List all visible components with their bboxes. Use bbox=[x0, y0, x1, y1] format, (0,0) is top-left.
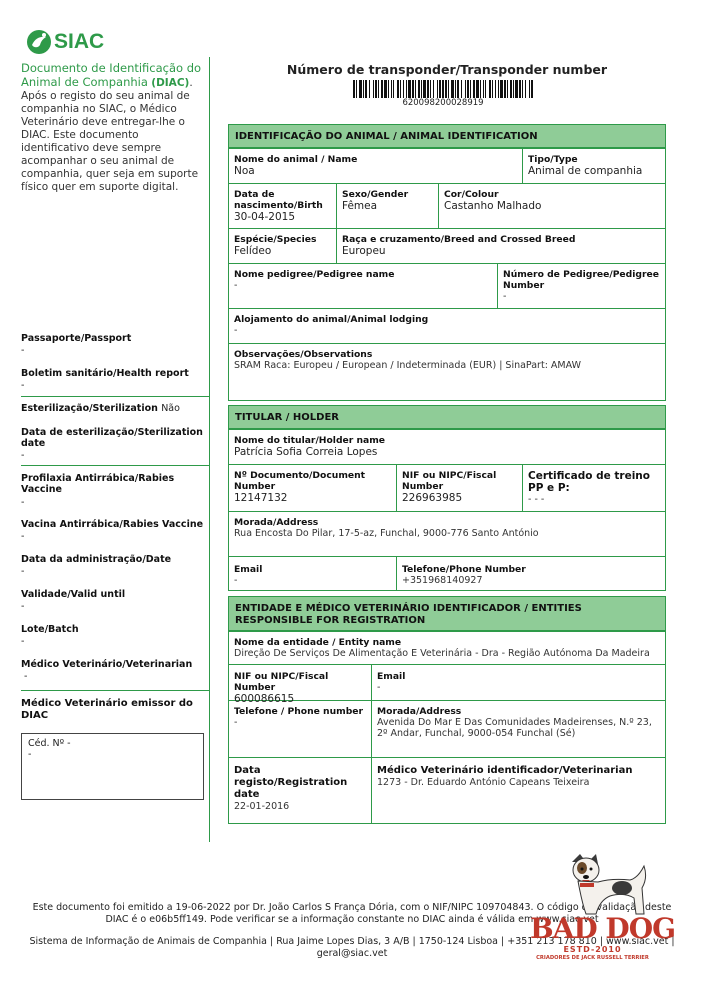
barcode-bar bbox=[353, 80, 355, 98]
barcode bbox=[353, 80, 533, 98]
barcode-bar bbox=[515, 80, 518, 98]
row-divider bbox=[228, 464, 666, 465]
row-divider bbox=[228, 757, 666, 758]
rabies-vaccine-value: - bbox=[21, 531, 25, 542]
entity-address-label: Morada/Address bbox=[377, 706, 462, 717]
row-divider bbox=[228, 183, 666, 184]
barcode-bar bbox=[393, 80, 394, 98]
breed-cell bbox=[336, 230, 666, 261]
barcode-bar bbox=[388, 80, 389, 98]
barcode-bar bbox=[359, 80, 362, 98]
holder-cert-cell bbox=[522, 466, 666, 509]
barcode-bar bbox=[439, 80, 441, 98]
barcode-bar bbox=[522, 80, 523, 98]
holder-phone-value: +351968140927 bbox=[402, 575, 483, 586]
holder-doc-value: 12147132 bbox=[234, 492, 288, 504]
barcode-bar bbox=[489, 80, 491, 98]
entity-name-label: Nome da entidade / Entity name bbox=[234, 637, 402, 648]
holder-nif-cell bbox=[396, 466, 522, 508]
intro-text: . Após o registo do seu animal de companhia no SIAC, o Médico Veterinário deve entregar-lhe o DIAC. Este documento identificativo deve sempre acompanhar o seu animal de companhia, quer seja em suporte físico quer em suporte digital. bbox=[21, 77, 199, 193]
sidebar-intro bbox=[21, 62, 207, 199]
holder-address-value: Rua Encosta Do Pilar, 17-5-az, Funchal, 9000-776 Santo António bbox=[234, 528, 539, 539]
holder-name-value: Patrícia Sofia Correia Lopes bbox=[234, 446, 378, 458]
registration-date-cell bbox=[228, 761, 371, 816]
entity-section-header: ENTIDADE E MÉDICO VETERINÁRIO IDENTIFICADOR / ENTITIES RESPONSIBLE FOR REGISTRATION bbox=[228, 596, 666, 631]
animal-name-label: Nome do animal / Name bbox=[234, 154, 358, 165]
barcode-bar bbox=[418, 80, 420, 98]
rabies-prophylaxis-label: Profilaxia Antirrábica/Rabies Vaccine bbox=[21, 473, 175, 495]
barcode-bar bbox=[423, 80, 426, 98]
animal-type-label: Tipo/Type bbox=[528, 154, 578, 165]
barcode-bar bbox=[421, 80, 422, 98]
entity-address-cell bbox=[371, 702, 666, 743]
sex-label: Sexo/Gender bbox=[342, 189, 409, 200]
transponder-number: 620098200028919 bbox=[402, 98, 484, 108]
barcode-bar bbox=[455, 80, 456, 98]
pedigree-number-cell bbox=[497, 265, 666, 306]
sidebar-separator bbox=[21, 465, 209, 466]
row-divider bbox=[228, 228, 666, 229]
administration-date-label: Data da administração/Date bbox=[21, 554, 172, 565]
row-divider bbox=[228, 343, 666, 344]
barcode-bar bbox=[400, 80, 401, 98]
barcode-bar bbox=[457, 80, 459, 98]
observations-label: Observações/Observations bbox=[234, 349, 373, 360]
barcode-bar bbox=[465, 80, 466, 98]
ced-label: Céd. Nº - bbox=[28, 738, 71, 749]
entity-email-label: Email bbox=[377, 671, 406, 682]
entity-vet-label: Médico Veterinário identificador/Veterinarian bbox=[377, 765, 633, 776]
sterilization-date-value: - bbox=[21, 450, 25, 461]
valid-until-value: - bbox=[21, 601, 25, 612]
animal-name-value: Noa bbox=[234, 165, 255, 177]
barcode-bar bbox=[397, 80, 399, 98]
entity-name-cell bbox=[228, 633, 666, 663]
barcode-bar bbox=[480, 80, 481, 98]
barcode-bar bbox=[495, 80, 496, 98]
siac-logo-text: SIAC bbox=[54, 30, 105, 53]
batch-label: Lote/Batch bbox=[21, 624, 79, 635]
intro-title: Documento de Identificação do Animal de Companhia bbox=[21, 62, 202, 89]
health-report-value: - bbox=[21, 380, 25, 391]
veterinarian-value: - bbox=[24, 671, 28, 682]
holder-email-label: Email bbox=[234, 564, 263, 575]
entity-email-value: - bbox=[377, 682, 381, 693]
intro-abbr: (DIAC) bbox=[151, 77, 190, 89]
barcode-bar bbox=[510, 80, 512, 98]
entity-name-value: Direção De Serviços De Alimentação E Veterinária - Dra - Região Autónoma Da Madeira bbox=[234, 648, 650, 659]
barcode-bar bbox=[378, 80, 379, 98]
barcode-bar bbox=[430, 80, 431, 98]
row-divider bbox=[228, 511, 666, 512]
holder-doc-label: Nº Documento/Document Number bbox=[234, 470, 366, 492]
barcode-bar bbox=[525, 80, 526, 98]
barcode-bar bbox=[492, 80, 493, 98]
holder-phone-cell bbox=[396, 560, 666, 590]
registration-date-value: 22-01-2016 bbox=[234, 801, 290, 812]
sterilization-label bbox=[21, 403, 207, 414]
bad-dog-watermark bbox=[530, 848, 676, 972]
animal-section-header: IDENTIFICAÇÃO DO ANIMAL / ANIMAL IDENTIFICATION bbox=[228, 124, 666, 148]
siac-logo-icon bbox=[26, 29, 52, 55]
health-report-label: Boletim sanitário/Health report bbox=[21, 368, 189, 379]
barcode-bar bbox=[483, 80, 484, 98]
sidebar-separator bbox=[21, 396, 209, 397]
entity-vet-cell bbox=[371, 761, 666, 792]
lodging-value: - bbox=[234, 325, 238, 336]
ced-value: - bbox=[28, 749, 32, 760]
sidebar-divider bbox=[209, 57, 210, 842]
birth-label: Data de nascimento/Birth bbox=[234, 189, 323, 211]
barcode-bar bbox=[403, 80, 404, 98]
issuing-vet-label: Médico Veterinário emissor do DIAC bbox=[21, 698, 193, 721]
holder-name-cell bbox=[228, 431, 666, 462]
barcode-bar bbox=[384, 80, 387, 98]
row-divider bbox=[228, 308, 666, 309]
entity-address-value: Avenida Do Mar E Das Comunidades Madeirenses, N.º 23, 2º Andar, Funchal, 9000-054 Funchal (Sé) bbox=[377, 717, 652, 739]
species-cell bbox=[228, 230, 336, 261]
color-cell bbox=[438, 185, 666, 216]
row-divider bbox=[228, 263, 666, 264]
barcode-bar bbox=[365, 80, 367, 98]
barcode-bar bbox=[415, 80, 416, 98]
holder-name-label: Nome do titular/Holder name bbox=[234, 435, 386, 446]
row-divider bbox=[228, 664, 666, 665]
entity-vet-value: 1273 - Dr. Eduardo António Capeans Teixeira bbox=[377, 777, 590, 788]
entity-phone-label: Telefone / Phone number bbox=[234, 706, 364, 717]
barcode-bar bbox=[470, 80, 471, 98]
holder-nif-label: NIF ou NIPC/Fiscal Number bbox=[402, 470, 497, 492]
barcode-bar bbox=[406, 80, 407, 98]
holder-address-label: Morada/Address bbox=[234, 517, 319, 528]
holder-cert-label: Certificado de treino PP e P: bbox=[528, 470, 651, 494]
birth-value: 30-04-2015 bbox=[234, 211, 296, 223]
animal-type-value: Animal de companhia bbox=[528, 165, 643, 177]
barcode-bar bbox=[363, 80, 364, 98]
barcode-bar bbox=[498, 80, 499, 98]
observations-cell bbox=[228, 345, 666, 375]
bad-dog-est: ESTD-2010 bbox=[563, 945, 622, 954]
barcode-bar bbox=[442, 80, 444, 98]
holder-address-cell bbox=[228, 513, 666, 543]
barcode-bar bbox=[531, 80, 533, 98]
barcode-bar bbox=[507, 80, 508, 98]
barcode-bar bbox=[473, 80, 475, 98]
barcode-bar bbox=[373, 80, 374, 98]
barcode-bar bbox=[476, 80, 479, 98]
animal-name-cell bbox=[228, 150, 522, 181]
transponder-title: Número de transponder/Transponder number bbox=[286, 62, 608, 77]
barcode-bar bbox=[437, 80, 438, 98]
color-value: Castanho Malhado bbox=[444, 200, 542, 212]
rabies-vaccine-label: Vacina Antirrábica/Rabies Vaccine bbox=[21, 519, 204, 530]
barcode-bar bbox=[529, 80, 530, 98]
barcode-bar bbox=[433, 80, 434, 98]
animal-type-cell bbox=[522, 150, 666, 181]
barcode-bar bbox=[504, 80, 506, 98]
batch-value: - bbox=[21, 636, 25, 647]
holder-email-value: - bbox=[234, 575, 238, 586]
barcode-bar bbox=[356, 80, 357, 98]
sex-cell bbox=[336, 185, 438, 216]
barcode-bar bbox=[369, 80, 370, 98]
barcode-bar bbox=[451, 80, 454, 98]
holder-email-cell bbox=[228, 560, 396, 590]
entity-phone-cell bbox=[228, 702, 371, 732]
sterilization-value: Não bbox=[161, 403, 180, 414]
barcode-bar bbox=[375, 80, 377, 98]
siac-logo bbox=[26, 29, 116, 55]
holder-section-header: TITULAR / HOLDER bbox=[228, 405, 666, 429]
barcode-bar bbox=[500, 80, 503, 98]
breed-value: Europeu bbox=[342, 245, 386, 257]
lodging-label: Alojamento do animal/Animal lodging bbox=[234, 314, 429, 325]
sex-value: Fêmea bbox=[342, 200, 378, 212]
holder-nif-value: 226963985 bbox=[402, 492, 463, 504]
barcode-bar bbox=[513, 80, 514, 98]
barcode-bar bbox=[445, 80, 447, 98]
ced-box bbox=[21, 733, 204, 800]
barcode-bar bbox=[485, 80, 486, 98]
dog-illustration-icon bbox=[552, 848, 652, 918]
birth-cell bbox=[228, 185, 336, 227]
passport-label: Passaporte/Passport bbox=[21, 333, 132, 344]
barcode-bar bbox=[467, 80, 469, 98]
pedigree-name-label: Nome pedigree/Pedigree name bbox=[234, 269, 395, 280]
sterilization-date-label: Data de esterilização/Sterilization date bbox=[21, 427, 203, 449]
footer-issue-text: Este documento foi emitido a 19-06-2022 por Dr. João Carlos S França Dória, com o NIF/NIPC 109704843. O código de validação deste DIAC é o e06b5ff149. Pode verificar se a informação constante no DIAC ainda é válida em www.siac.vet bbox=[32, 902, 672, 925]
barcode-bar bbox=[448, 80, 449, 98]
pedigree-number-label: Número de Pedigree/Pedigree Number bbox=[503, 269, 659, 291]
sidebar-separator bbox=[21, 690, 209, 691]
barcode-bar bbox=[391, 80, 392, 98]
barcode-bar bbox=[381, 80, 383, 98]
row-divider bbox=[228, 556, 666, 557]
valid-until-label: Validade/Valid until bbox=[21, 589, 126, 600]
passport-value: - bbox=[21, 345, 25, 356]
entity-nif-value: 600086615 bbox=[234, 693, 295, 705]
barcode-bar bbox=[412, 80, 414, 98]
breed-label: Raça e cruzamento/Breed and Crossed Breed bbox=[342, 234, 576, 245]
holder-cert-value: - - - bbox=[528, 494, 545, 505]
holder-doc-cell bbox=[228, 466, 396, 508]
administration-date-value: - bbox=[21, 566, 25, 577]
pedigree-name-value: - bbox=[234, 280, 238, 291]
registration-date-label: Data registo/Registration date bbox=[234, 765, 348, 800]
footer-system-text: Sistema de Informação de Animais de Companhia | Rua Jaime Lopes Dias, 3 A/B | 1750-124 Lisboa | +351 213 178 810 | www.siac.vet | geral@siac.vet bbox=[29, 936, 675, 959]
barcode-bar bbox=[461, 80, 462, 98]
pedigree-name-cell bbox=[228, 265, 497, 295]
color-label: Cor/Colour bbox=[444, 189, 499, 200]
holder-phone-label: Telefone/Phone Number bbox=[402, 564, 526, 575]
entity-nif-label: NIF ou NIPC/Fiscal Number bbox=[234, 671, 329, 693]
bad-dog-tagline: CRIADORES DE JACK RUSSELL TERRIER bbox=[536, 955, 649, 961]
veterinarian-label: Médico Veterinário/Veterinarian bbox=[21, 659, 193, 670]
barcode-bar bbox=[427, 80, 429, 98]
pedigree-number-value: - bbox=[503, 291, 507, 302]
lodging-cell bbox=[228, 310, 666, 340]
sterilization-label-text: Esterilização/Sterilization bbox=[21, 403, 158, 414]
bad-dog-brand: BAD DOG bbox=[530, 912, 676, 945]
rabies-prophylaxis-value: - bbox=[21, 497, 25, 508]
barcode-bar bbox=[519, 80, 521, 98]
species-label: Espécie/Species bbox=[234, 234, 317, 245]
species-value: Felídeo bbox=[234, 245, 272, 257]
entity-phone-value: - bbox=[234, 717, 238, 728]
barcode-bar bbox=[408, 80, 411, 98]
entity-email-cell bbox=[371, 667, 666, 697]
observations-value: SRAM Raca: Europeu / European / Indeterminada (EUR) | SinaPart: AMAW bbox=[234, 360, 581, 371]
